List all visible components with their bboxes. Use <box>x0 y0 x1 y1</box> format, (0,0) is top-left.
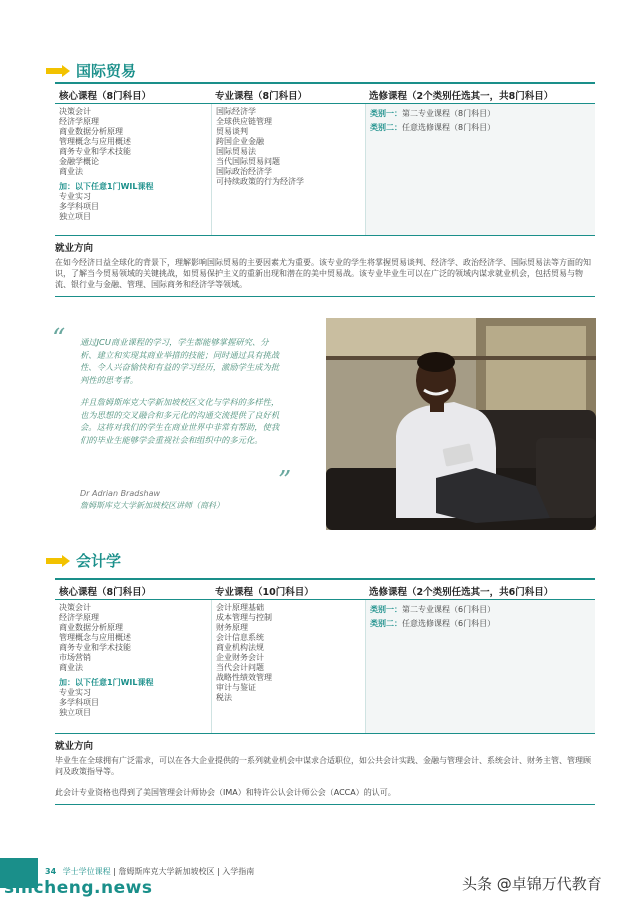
accreditation-text: 此会计专业资格也得到了美国管理会计师协会（IMA）和特许公认会计师公会（ACCA）的认可。 <box>55 788 396 797</box>
author-title: 詹姆斯库克大学新加坡校区讲师（商科） <box>80 501 224 510</box>
course-item: 贸易谈判 <box>216 127 248 136</box>
course-item: 税法 <box>216 693 232 702</box>
course-item: 商业法 <box>59 663 83 672</box>
course-item: 商业数据分析原理 <box>59 127 123 136</box>
elective-item: 类别二：任意选修课程（6门科目） <box>370 619 496 628</box>
course-item: 金融学概论 <box>59 157 99 166</box>
close-quote-icon: ” <box>278 466 292 496</box>
course-item: 商业数据分析原理 <box>59 623 123 632</box>
course-table-intl-trade <box>55 82 595 236</box>
elective-item: 类别一：第二专业课程（8门科目） <box>370 109 496 118</box>
section-title-accounting <box>46 550 121 571</box>
course-item: 专业实习 <box>59 192 91 201</box>
course-item: 管理概念与应用概述 <box>59 137 131 146</box>
major-header: 专业课程（10门科目） <box>215 587 314 598</box>
elective-header: 选修课程（2个类别任选其一，共8门科目） <box>369 91 554 102</box>
course-item: 国际贸易法 <box>216 147 256 156</box>
career-text: 毕业生在全球拥有广泛需求，可以在各大企业提供的一系列就业机会中谋求合适职位，如公共会计实践、金融与管理会计、系统会计、财务主管、管理顾问及政策指导等。 <box>55 756 591 776</box>
section-heading: 国际贸易 <box>76 62 137 80</box>
course-item: 会计信息系统 <box>216 633 264 642</box>
course-item: 多学科项目 <box>59 202 99 211</box>
course-item: 当代国际贸易问题 <box>216 157 280 166</box>
quote-paragraph: 并且詹姆斯库克大学新加坡校区文化与学科的多样性，也为思想的交叉融合和多元化的沟通交流提供了良好机会。这将对我们的学生在商业世界中非常有帮助，使我们的毕业生能够学会重视社会和组织中的多元化。 <box>80 397 280 445</box>
course-item: 决策会计 <box>59 107 91 116</box>
page-number: 34 <box>45 867 57 876</box>
core-header: 核心课程（8门科目） <box>59 91 152 102</box>
author-name: Dr Adrian Bradshaw <box>80 489 161 498</box>
testimonial-quote <box>50 322 312 530</box>
career-intl-trade <box>55 240 595 297</box>
course-item: 企业财务会计 <box>216 653 264 662</box>
quote-author <box>80 488 224 512</box>
major-courses <box>211 600 365 733</box>
course-item: 全球供应链管理 <box>216 117 272 126</box>
course-item: 专业实习 <box>59 688 91 697</box>
course-item: 管理概念与应用概述 <box>59 633 131 642</box>
course-item: 多学科项目 <box>59 698 99 707</box>
elective-header: 选修课程（2个类别任选其一，共6门科目） <box>369 587 554 598</box>
course-item: 会计原理基础 <box>216 603 264 612</box>
core-courses <box>55 104 211 235</box>
arrow-icon <box>46 555 70 567</box>
course-item: 商业法 <box>59 167 83 176</box>
core-header: 核心课程（8门科目） <box>59 587 152 598</box>
course-item: 经济学原理 <box>59 117 99 126</box>
elective-item: 类别二：任意选修课程（8门科目） <box>370 123 496 132</box>
course-item: 国际政治经济学 <box>216 167 272 176</box>
elective-courses <box>365 104 595 235</box>
major-header: 专业课程（8门科目） <box>215 91 308 102</box>
course-item: 跨国企业金融 <box>216 137 264 146</box>
quote-paragraph: 通过JCU商业课程的学习，学生都能够掌握研究、分析、建立和实现其商业举措的技能；同时通过具有挑战性、令人兴奋愉快和有益的学习经历，激励学生成为批判性的思考者。 <box>80 337 280 385</box>
course-item: 可持续政策的行为经济学 <box>216 177 304 186</box>
course-item: 决策会计 <box>59 603 91 612</box>
course-item: 成本管理与控制 <box>216 613 272 622</box>
wil-subheading: 加：以下任意1门WIL课程 <box>59 678 154 687</box>
elective-courses <box>365 600 595 733</box>
footer-guide: 入学指南 <box>222 867 255 876</box>
section-heading: 会计学 <box>76 552 122 570</box>
course-item: 商务专业和学术技能 <box>59 643 131 652</box>
footer-school: 詹姆斯库克大学新加坡校区 <box>118 867 215 876</box>
arrow-icon <box>46 65 70 77</box>
career-heading: 就业方向 <box>55 741 94 752</box>
course-item: 商务专业和学术技能 <box>59 147 131 156</box>
course-item: 战略性绩效管理 <box>216 673 272 682</box>
footer-separator: | <box>113 867 116 876</box>
major-courses <box>211 104 365 235</box>
course-item: 国际经济学 <box>216 107 256 116</box>
course-item: 独立项目 <box>59 212 91 221</box>
career-text: 在如今经济日益全球化的背景下，理解影响国际贸易的主要因素尤为重要。该专业的学生将掌握贸易谈判、经济学、政治经济学、国际贸易法等方面的知识，了解当今贸易领域的关键挑战，如贸易保护主义的重新出现和潜在的美中贸易战。该专业毕业生可以在广泛的领域内谋求就业机会，包括贸易与物流、银行业与金融、管理、国际商务和经济学等领域。 <box>55 258 591 289</box>
watermark-site: shicheng.news <box>4 878 153 898</box>
career-heading: 就业方向 <box>55 243 94 254</box>
watermark-author: 头条 @卓锦万代教育 <box>462 875 602 893</box>
footer-section: 学士学位课程 <box>62 867 111 876</box>
course-item: 市场营销 <box>59 653 91 662</box>
career-accounting <box>55 738 595 805</box>
course-item: 审计与鉴证 <box>216 683 256 692</box>
wil-subheading: 加：以下任意1门WIL课程 <box>59 182 154 191</box>
section-title-intl-trade <box>46 60 136 81</box>
course-item: 独立项目 <box>59 708 91 717</box>
open-quote-icon: “ <box>52 324 66 354</box>
course-item: 当代会计问题 <box>216 663 264 672</box>
lecturer-photo <box>326 318 596 530</box>
course-item: 财务原理 <box>216 623 248 632</box>
course-table-accounting <box>55 578 595 734</box>
footer-separator: | <box>217 867 220 876</box>
course-item: 经济学原理 <box>59 613 99 622</box>
elective-item: 类别一：第二专业课程（6门科目） <box>370 605 496 614</box>
course-item: 商业机构法规 <box>216 643 264 652</box>
core-courses <box>55 600 211 733</box>
